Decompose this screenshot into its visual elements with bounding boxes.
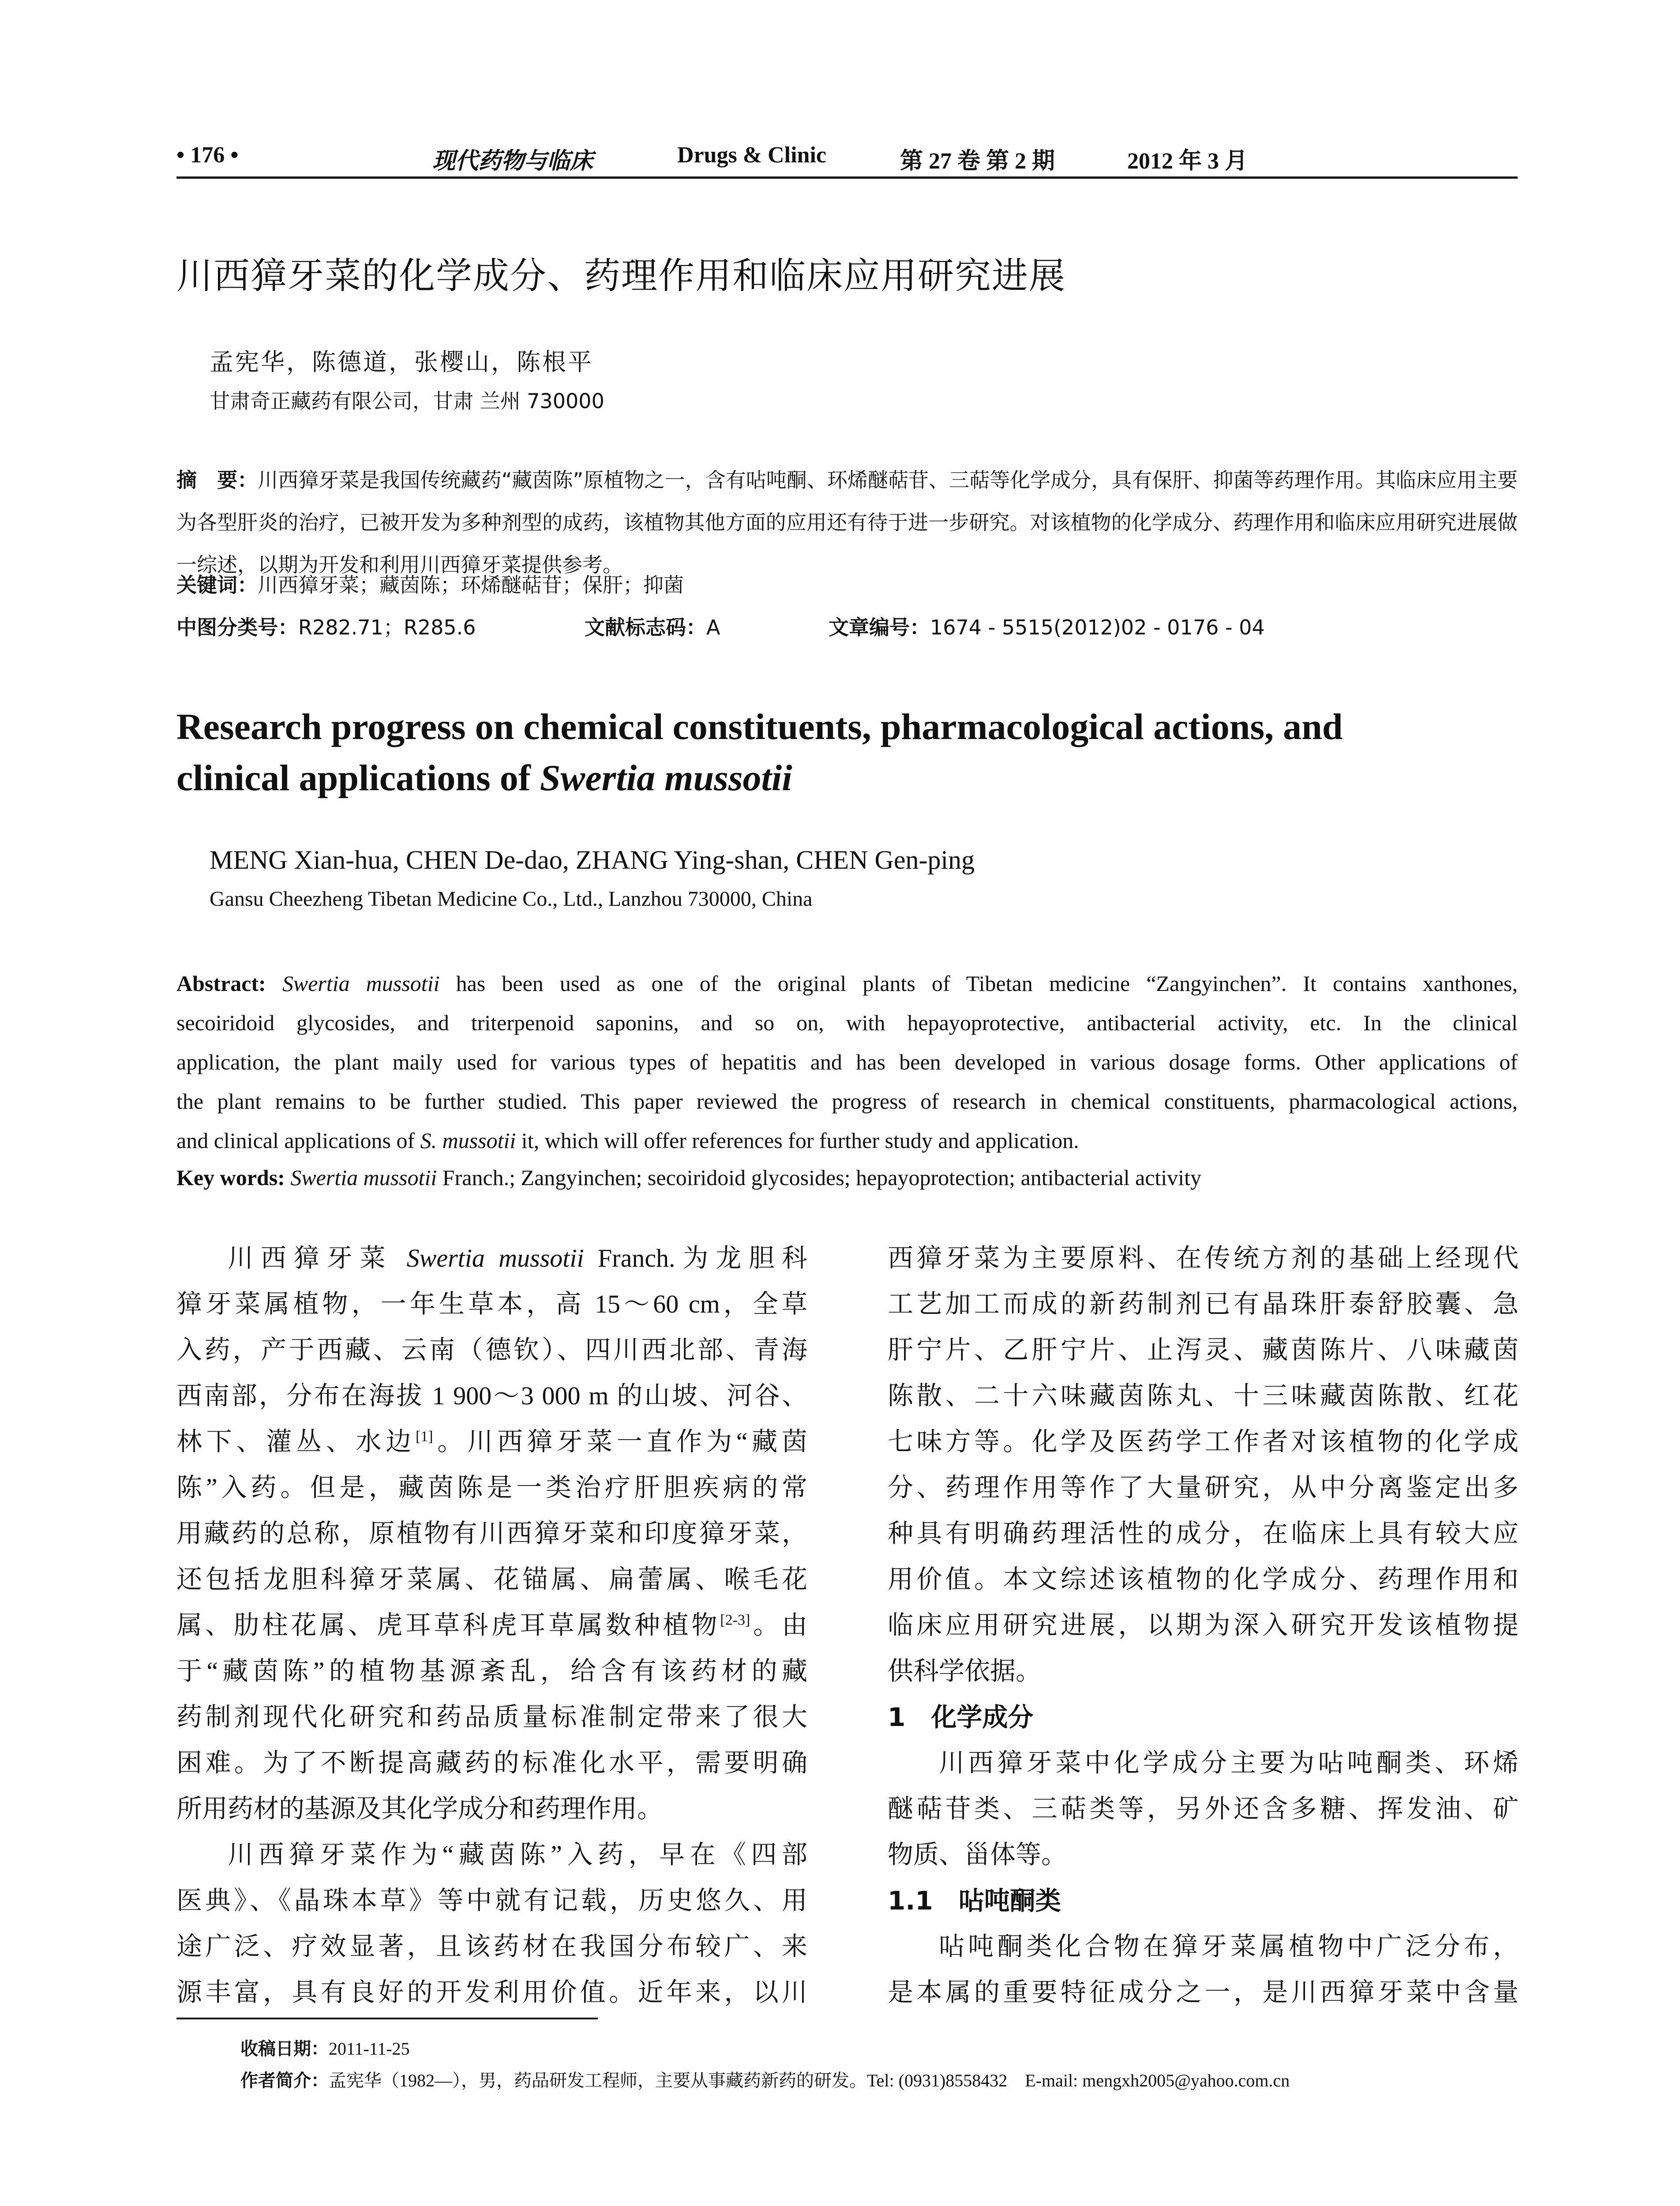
en-abstract-species: S. mussotii xyxy=(420,1128,516,1153)
body-species: Swertia mussotii xyxy=(406,1244,584,1272)
citation-ref: [2-3] xyxy=(720,1612,750,1628)
body-line: 西獐牙菜为主要原料、在传统方剂的基础上经现代 xyxy=(888,1244,1519,1272)
body-line: 呫吨酮类化合物在獐牙菜属植物中广泛分布， xyxy=(939,1932,1519,1961)
cn-authors: 孟宪华，陈德道，张樱山，陈根平 xyxy=(210,349,593,375)
footnote-author xyxy=(240,2067,1290,2092)
cn-keywords-label: 关键词： xyxy=(176,573,258,597)
en-authors: MENG Xian-hua, CHEN De-dao, ZHANG Ying-shan, CHEN Gen-ping xyxy=(210,845,975,874)
header-rule xyxy=(176,176,1518,179)
en-title-species: Swertia mussotii xyxy=(540,758,792,799)
author-bio: 孟宪华（1982—），男，药品研发工程师，主要从事藏药新药的研发。Tel: (0931)8558432 E-mail: mengxh2005@yahoo.com.cn xyxy=(329,2071,1290,2090)
en-title-line-1: Research progress on chemical constituents, pharmacological actions, and xyxy=(176,706,1343,747)
footnote-rule xyxy=(176,2018,598,2019)
page-number: • 176 • xyxy=(176,143,239,168)
en-abstract-text: it, which will offer references for further study and application. xyxy=(516,1128,1079,1153)
en-abstract-line: the plant remains to be further studied. This paper reviewed the progress of research in chemical constituents, pharmacological actions, xyxy=(176,1089,1518,1114)
en-abstract-species: Swertia mussotii xyxy=(282,971,440,996)
body-text: 属、肋柱花属、虎耳草科虎耳草属数种植物 xyxy=(176,1611,720,1639)
article-no-value: 1674 - 5515(2012)02 - 0176 - 04 xyxy=(930,615,1265,639)
cn-abstract-label: 摘 要： xyxy=(176,468,258,492)
running-header xyxy=(176,142,1518,176)
en-title-line-2-text: clinical applications of xyxy=(176,758,540,799)
body-text: 川西獐牙菜 xyxy=(228,1244,407,1272)
cn-affiliation: 甘肃奇正藏药有限公司，甘肃 兰州 730000 xyxy=(210,389,604,413)
issue-date: 2012 年 3 月 xyxy=(1127,149,1248,174)
body-line: 川西獐牙菜中化学成分主要为呫吨酮类、环烯 xyxy=(939,1748,1519,1777)
en-abstract-label: Abstract: xyxy=(176,971,266,996)
body-line: 于“藏茵陈”的植物基源紊乱，给含有该药材的藏 xyxy=(176,1657,807,1685)
clc-value: R282.71；R285.6 xyxy=(298,615,476,639)
en-abstract-line xyxy=(176,964,1518,1003)
author-bio-label: 作者简介： xyxy=(240,2071,329,2091)
body-column-left xyxy=(176,1235,807,2015)
en-keywords-species: Swertia mussotii xyxy=(290,1165,437,1190)
en-keywords-label: Key words: xyxy=(176,1165,285,1190)
body-line: 陈散、二十六味藏茵陈丸、十三味藏茵陈散、红花 xyxy=(888,1381,1519,1410)
en-affiliation: Gansu Cheezheng Tibetan Medicine Co., Ltd., Lanzhou 730000, China xyxy=(210,887,813,911)
clc-label: 中图分类号： xyxy=(176,615,298,639)
body-line: 西南部，分布在海拔 1 900～3 000 m 的山坡、河谷、 xyxy=(176,1381,807,1410)
en-title-line-2 xyxy=(176,753,1518,804)
cn-abstract xyxy=(176,459,1518,586)
body-column-right xyxy=(888,1235,1519,2015)
body-line: 种具有明确药理活性的成分，在临床上具有较大应 xyxy=(888,1519,1519,1548)
en-keywords-text: Franch.; Zangyinchen; secoiridoid glycosides; hepayoprotection; antibacterial activity xyxy=(437,1165,1202,1190)
body-line: 用价值。本文综述该植物的化学成分、药理作用和 xyxy=(888,1565,1519,1594)
body-line: 源丰富，具有良好的开发利用价值。近年来，以川 xyxy=(176,1978,807,2007)
en-abstract-line: secoiridoid glycosides, and triterpenoid saponins, and so on, with hepayoprotective, antibacterial activity, etc. In the clinical xyxy=(176,1010,1518,1035)
body-text: 。川西獐牙菜一直作为“藏茵 xyxy=(433,1427,807,1456)
body-line: 临床应用研究进展，以期为深入研究开发该植物提 xyxy=(888,1611,1519,1639)
body-line: 陈”入药。但是，藏茵陈是一类治疗肝胆疾病的常 xyxy=(176,1473,807,1502)
body-line: 物质、甾体等。 xyxy=(888,1840,1067,1869)
body-text: 林下、灌丛、水边 xyxy=(176,1427,416,1456)
body-line: 是本属的重要特征成分之一，是川西獐牙菜中含量 xyxy=(888,1978,1519,2007)
body-text: Franch.为龙胆科 xyxy=(584,1244,807,1272)
body-line: 七味方等。化学及医药学工作者对该植物的化学成 xyxy=(888,1427,1519,1456)
en-abstract-line xyxy=(176,1121,1518,1160)
cn-classification-line xyxy=(176,612,1518,638)
received-date: 2011-11-25 xyxy=(329,2039,410,2059)
body-text: 。由 xyxy=(750,1611,807,1639)
en-abstract-text: has been used as one of the original plants of Tibetan medicine “Zangyinchen”. It contains xanthones, xyxy=(439,971,1518,996)
en-abstract xyxy=(176,964,1518,1160)
body-line: 分、药理作用等作了大量研究，从中分离鉴定出多 xyxy=(888,1473,1519,1502)
body-line: 肝宁片、乙肝宁片、止泻灵、藏茵陈片、八味藏茵 xyxy=(888,1336,1519,1364)
section-heading-1: 1 化学成分 xyxy=(888,1702,1034,1732)
journal-name-en: Drugs & Clinic xyxy=(677,143,826,168)
body-line: 困难。为了不断提高藏药的标准化水平，需要明确 xyxy=(176,1748,807,1777)
body-line: 入药，产于西藏、云南（德钦）、四川西北部、青海 xyxy=(176,1336,807,1364)
clc-field xyxy=(176,612,476,641)
body-line xyxy=(176,1602,807,1648)
body-line: 供科学依据。 xyxy=(888,1657,1042,1685)
en-abstract-text: and clinical applications of xyxy=(176,1128,420,1153)
received-label: 收稿日期： xyxy=(240,2039,329,2059)
body-line: 醚萜苷类、三萜类等，另外还含多糖、挥发油、矿 xyxy=(888,1794,1519,1823)
cn-keywords-text: 川西獐牙菜；藏茵陈；环烯醚萜苷；保肝；抑菌 xyxy=(258,573,684,597)
body-line: 药制剂现代化研究和药品质量标准制定带来了很大 xyxy=(176,1703,807,1731)
body-line: 医典》、《晶珠本草》等中就有记载，历史悠久、用 xyxy=(176,1886,807,1915)
footnote-received xyxy=(240,2035,410,2060)
body-line xyxy=(176,1419,807,1465)
body-line: 用藏药的总称，原植物有川西獐牙菜和印度獐牙菜， xyxy=(176,1519,807,1548)
body-line: 还包括龙胆科獐牙菜属、花锚属、扁蕾属、喉毛花 xyxy=(176,1565,807,1594)
doc-code-value: A xyxy=(706,615,720,639)
body-line: 川西獐牙菜作为“藏茵陈”入药，早在《四部 xyxy=(228,1840,807,1869)
volume-issue: 第 27 卷 第 2 期 xyxy=(900,149,1055,174)
body-line xyxy=(176,1235,807,1281)
cn-title: 川西獐牙菜的化学成分、药理作用和临床应用研究进展 xyxy=(176,255,1066,297)
section-heading-1-1: 1.1 呫吨酮类 xyxy=(888,1886,1061,1916)
body-line: 獐牙菜属植物，一年生草本，高 15～60 cm，全草 xyxy=(176,1290,807,1318)
cn-keywords xyxy=(176,569,684,598)
en-title xyxy=(176,702,1518,804)
cn-abstract-text: 川西獐牙菜是我国传统藏药“藏茵陈”原植物之一，含有呫吨酮、环烯醚萜苷、三萜等化学成分，具有保肝、抑菌等药理作用。其临床应用主要为各型肝炎的治疗，已被开发为多种剂型的成药，该植物其他方面的应用还有待于进一步研究。对该植物的化学成分、药理作用和临床应用研究进展做一综述，以期为开发和利用川西獐牙菜提供参考。 xyxy=(176,468,1518,577)
body-line: 所用药材的基源及其化学成分和药理作用。 xyxy=(176,1794,663,1823)
journal-name-cn: 现代药物与临床 xyxy=(432,149,593,174)
article-no-label: 文章编号： xyxy=(829,615,930,639)
doc-code-field xyxy=(585,612,720,641)
body-line: 工艺加工而成的新药制剂已有晶珠肝泰舒胶囊、急 xyxy=(888,1290,1519,1318)
citation-ref: [1] xyxy=(415,1428,433,1445)
en-abstract-line: application, the plant maily used for various types of hepatitis and has been developed in various dosage forms. Other applications of xyxy=(176,1050,1518,1074)
doc-code-label: 文献标志码： xyxy=(585,615,706,639)
body-line: 途广泛、疗效显著，且该药材在我国分布较广、来 xyxy=(176,1932,807,1961)
article-no-field xyxy=(829,612,1265,641)
en-keywords xyxy=(176,1165,1518,1190)
